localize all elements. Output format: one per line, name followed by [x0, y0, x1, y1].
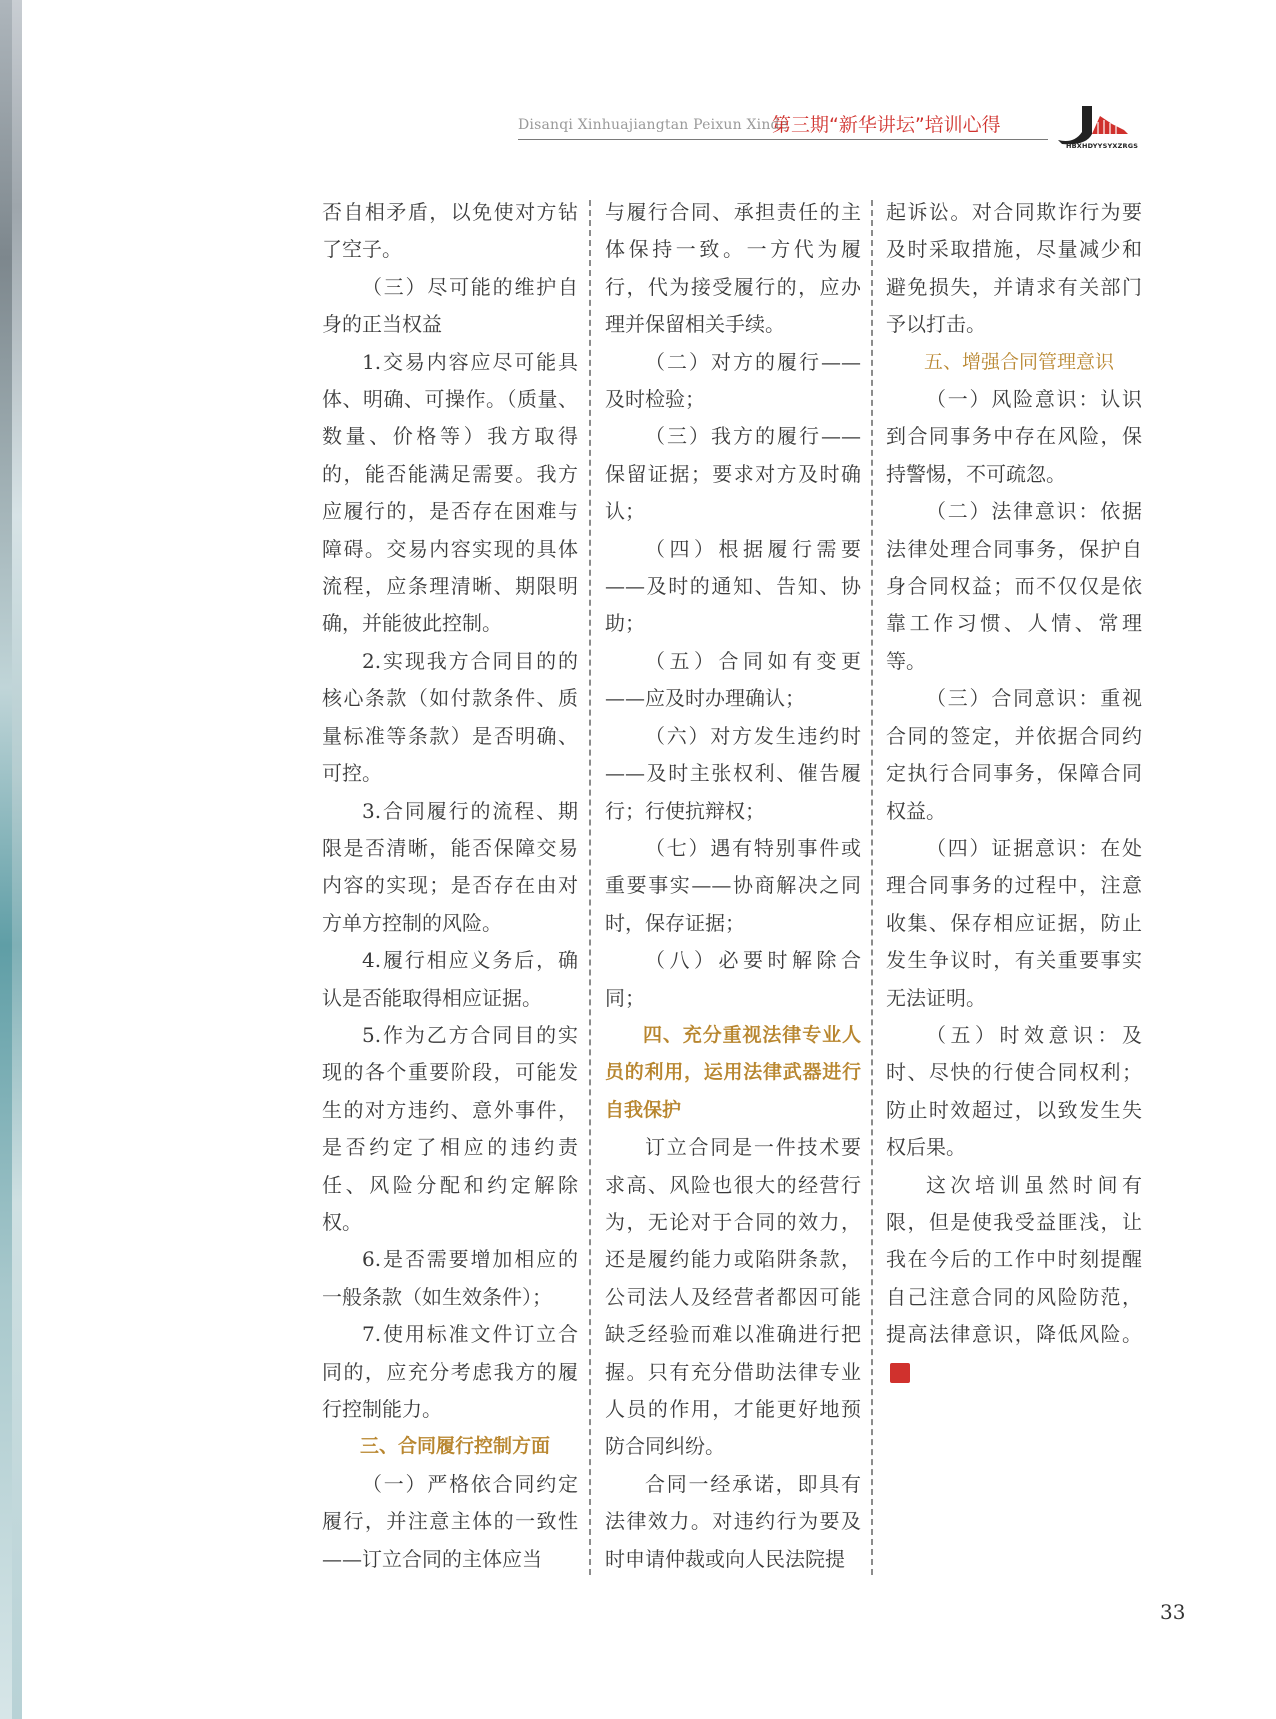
paragraph: 4.履行相应义务后，确认是否能取得相应证据。 — [322, 948, 578, 1010]
paragraph: 6.是否需要增加相应的一般条款（如生效条件）； — [322, 1247, 578, 1309]
paragraph: 起诉讼。对合同欺诈行为要及时采取措施，尽量减少和避免损失，并请求有关部门予以打击。 — [886, 200, 1142, 337]
logo-caption: HBXHDYYSYXZRGS — [1066, 142, 1139, 150]
paragraph: （三）尽可能的维护自身的正当权益 — [322, 274, 578, 337]
paragraph: （一）严格依合同约定履行，并注意主体的一致性——订立合同的主体应当 — [322, 1471, 578, 1571]
section-heading: 四、充分重视法律专业人员的利用，运用法律武器进行自我保护 — [605, 1023, 861, 1121]
paragraph: 3.合同履行的流程、期限是否清晰，能否保障交易内容的实现；是否存在由对方单方控制的风险。 — [322, 798, 578, 935]
paragraph: （四）证据意识：在处理合同事务的过程中，注意收集、保存相应证据，防止发生争议时，有关重要事实无法证明。 — [886, 835, 1142, 1010]
left-edge-photo-strip — [0, 0, 12, 1719]
paragraph: 订立合同是一件技术要求高、风险也很大的经营行为，无论对于合同的效力，还是履约能力或陷阱条款，公司法人及经营者都因可能缺乏经验而难以准确进行把握。只有充分借助法律专业人员的作用，才能更好地预防合同纠纷。 — [605, 1135, 861, 1459]
publication-logo-icon — [1052, 96, 1132, 146]
text-column-3 — [886, 194, 1142, 1391]
paragraph: （三）合同意识：重视合同的签定，并依据合同约定执行合同事务，保障合同权益。 — [886, 686, 1142, 823]
section-heading: 三、合同履行控制方面 — [360, 1435, 551, 1458]
paragraph: 2.实现我方合同目的的核心条款（如付款条件、质量标准等条款）是否明确、可控。 — [322, 648, 578, 786]
paragraph: 1.交易内容应尽可能具体、明确、可操作。（质量、数量、价格等）我方取得的，能否能满足需要。我方应履行的，是否存在困难与障碍。交易内容实现的具体流程，应条理清晰、期限明确，并能彼此控制。 — [322, 349, 578, 636]
paragraph: （七）遇有特别事件或重要事实——协商解决之同时，保存证据； — [605, 835, 861, 935]
paragraph: （四）根据履行需要——及时的通知、告知、协助； — [605, 536, 861, 636]
paragraph: （二）对方的履行——及时检验； — [605, 349, 861, 412]
paragraph: （三）我方的履行——保留证据；要求对方及时确认； — [605, 424, 861, 524]
column-divider — [871, 200, 873, 1575]
paragraph: （五）合同如有变更——应及时办理确认； — [605, 648, 861, 711]
paragraph: （一）风险意识：认识到合同事务中存在风险，保持警惕，不可疏忽。 — [886, 387, 1142, 486]
article-end-mark-icon: 新 — [890, 1363, 910, 1383]
column-divider — [589, 200, 591, 1575]
section-heading: 五、增强合同管理意识 — [924, 350, 1115, 373]
paragraph: （八）必要时解除合同； — [605, 948, 861, 1010]
paragraph: 合同一经承诺，即具有法律效力。对违约行为要及时申请仲裁或向人民法院提 — [605, 1471, 861, 1571]
text-column-1 — [322, 194, 578, 1578]
running-header — [500, 108, 1140, 158]
paragraph: （二）法律意识：依据法律处理合同事务，保护自身合同权益；而不仅仅是依靠工作习惯、人情、常理等。 — [886, 499, 1142, 673]
paragraph: 与履行合同、承担责任的主体保持一致。一方代为履行，代为接受履行的，应办理并保留相关手续。 — [605, 200, 861, 337]
paragraph: （六）对方发生违约时——及时主张权利、催告履行；行使抗辩权； — [605, 723, 861, 823]
closing-text: 这次培训虽然时间有限，但是使我受益匪浅，让我在今后的工作中时刻提醒自己注意合同的风险防范，提高法律意识，降低风险。 — [886, 1172, 1142, 1347]
page-number: 33 — [1160, 1600, 1186, 1624]
paragraph: 否自相矛盾，以免使对方钻了空子。 — [322, 200, 578, 262]
paragraph: 7.使用标准文件订立合同的，应充分考虑我方的履行控制能力。 — [322, 1322, 578, 1421]
header-pinyin: Disanqi Xinhuajiangtan Peixun Xinde — [518, 117, 789, 133]
header-rule — [518, 139, 1048, 140]
text-column-2 — [605, 194, 861, 1578]
closing-paragraph — [886, 1167, 1142, 1391]
paragraph: （五）时效意识：及时、尽快的行使合同权利；防止时效超过，以致发生失权后果。 — [886, 1022, 1142, 1160]
header-title: 第三期“新华讲坛”培训心得 — [772, 114, 1001, 136]
paragraph: 5.作为乙方合同目的实现的各个重要阶段，可能发生的对方违约、意外事件，是否约定了相应的违约责任、风险分配和约定解除权。 — [322, 1022, 578, 1234]
